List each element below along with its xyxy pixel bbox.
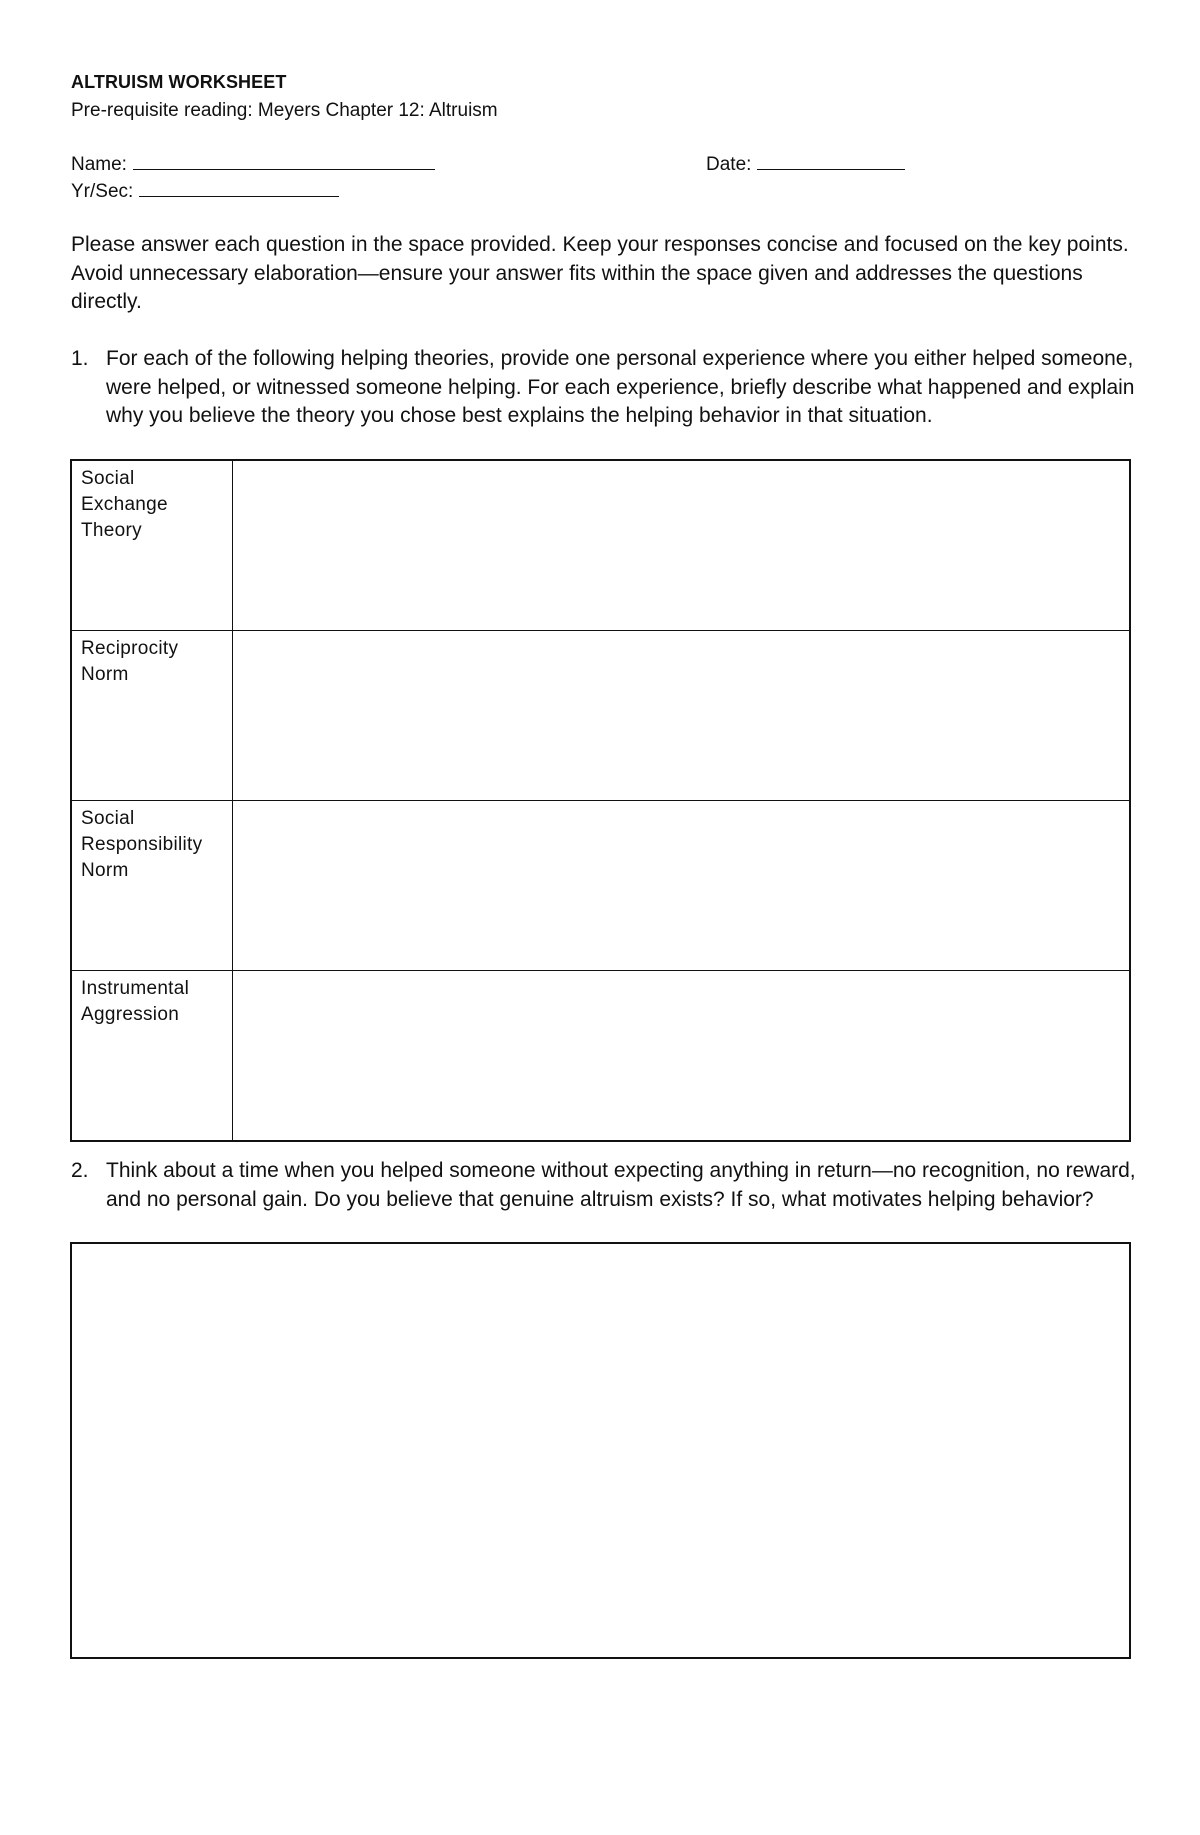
table-row: [71, 801, 1130, 971]
date-label: Date:: [706, 154, 752, 175]
answer-cell-social-exchange[interactable]: [233, 460, 1131, 631]
question-2: [71, 1157, 1141, 1214]
yrsec-label: Yr/Sec:: [71, 181, 134, 202]
theory-label-social-responsibility: Social Responsibility Norm: [71, 801, 233, 971]
theory-table: [70, 459, 1131, 1142]
yrsec-blank-line[interactable]: [139, 178, 339, 197]
question-1: [71, 345, 1141, 431]
theory-label-social-exchange: Social Exchange Theory: [71, 460, 233, 631]
table-row: [71, 460, 1130, 631]
name-label: Name:: [71, 154, 127, 175]
worksheet-title: ALTRUISM WORKSHEET: [71, 72, 287, 92]
theory-label-reciprocity: Reciprocity Norm: [71, 631, 233, 801]
table-row: [71, 631, 1130, 801]
yrsec-field[interactable]: [71, 178, 339, 203]
question-1-text: For each of the following helping theories, provide one personal experience where you either helped someone, were helped, or witnessed someone helping. For each experience, briefly describe what happened and explain why you believe the theory you chose best explains the helping behavior in that situation.: [106, 347, 1135, 427]
name-field[interactable]: [71, 151, 435, 176]
answer-cell-reciprocity[interactable]: [233, 631, 1131, 801]
answer-cell-social-responsibility[interactable]: [233, 801, 1131, 971]
prerequisite-reading: Pre-requisite reading: Meyers Chapter 12: Altruism: [71, 100, 498, 121]
question-1-number: 1.: [71, 347, 89, 370]
date-blank-line[interactable]: [757, 151, 905, 170]
answer-cell-instrumental-aggression[interactable]: [233, 971, 1131, 1142]
question-2-number: 2.: [71, 1159, 89, 1182]
question-2-text: Think about a time when you helped someone without expecting anything in return—no recognition, no reward, and no personal gain. Do you believe that genuine altruism exists? If so, what motivates helping behavior?: [106, 1159, 1136, 1211]
name-blank-line[interactable]: [133, 151, 435, 170]
theory-label-instrumental-aggression: Instrumental Aggression: [71, 971, 233, 1142]
table-row: [71, 971, 1130, 1142]
date-field[interactable]: [706, 151, 905, 176]
question-2-answer-box[interactable]: [70, 1242, 1131, 1659]
instructions-paragraph: Please answer each question in the space provided. Keep your responses concise and focused on the key points. Avoid unnecessary elaboration—ensure your answer fits within the space given and addresses the questions directly.: [71, 233, 1129, 313]
